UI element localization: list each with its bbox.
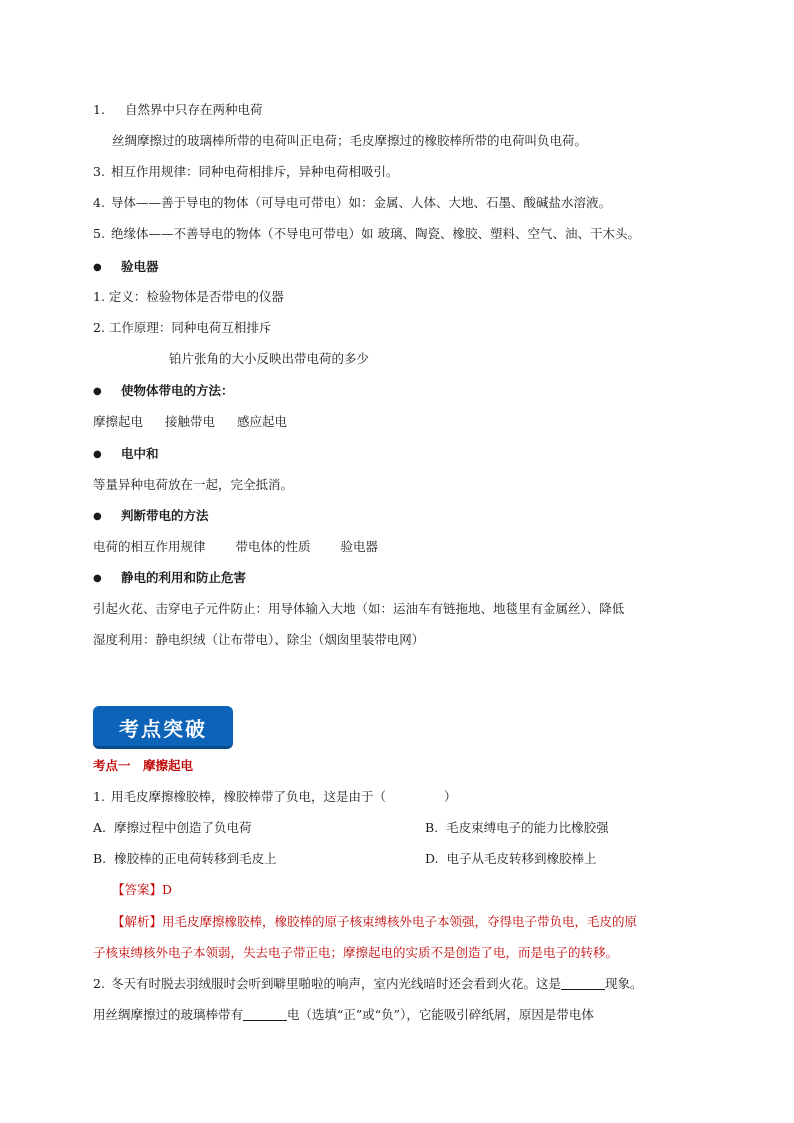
sec1-item2: 丝绸摩擦过的玻璃棒所带的电荷叫正电荷；毛皮摩擦过的橡胶棒所带的电荷叫负电荷。 — [112, 133, 588, 148]
q1-analysis-line-2: 子核束缚核外电子本领弱，失去电子带正电；摩擦起电的实质不是创造了电，而是电子的转移。 — [93, 945, 619, 960]
bullet-heading-neutralization: ● 电中和 — [93, 445, 734, 464]
q1-answer: 【答案】D — [112, 882, 173, 897]
bullet-heading-charging-methods: ● 使物体带电的方法： — [93, 382, 734, 401]
item-text: 导体——善于导电的物体（可导电可带电）如：金属、人体、大地、石墨、酸碱盐水溶液。 — [110, 195, 611, 210]
detection-methods: 电荷的相互作用规律 带电体的性质 验电器 — [93, 539, 379, 554]
bullet-heading-static: ● 静电的利用和防止危害 — [93, 569, 734, 588]
neutralization-text: 等量异种电荷放在一起，完全抵消。 — [93, 477, 294, 492]
question-1: 1. 用毛皮摩擦橡胶棒，橡胶棒带了负电，这是由于（ ） — [93, 789, 457, 804]
option-c: B. 橡胶棒的正电荷转移到毛皮上 — [93, 851, 277, 866]
section-banner — [93, 706, 233, 749]
static-line-1: 引起火花、击穿电子元件防止：用导体输入大地（如：运油车有链拖地、地毯里有金属丝）、降低 — [93, 601, 625, 616]
q1-options-row1 — [93, 819, 734, 837]
kp1-title: 考点一 摩擦起电 — [93, 758, 194, 773]
static-line-2: 湿度利用：静电织绒（让布带电）、除尘（烟囱里装带电网） — [93, 632, 425, 647]
item-number: 4. — [93, 195, 105, 210]
sec1-item1 — [93, 101, 734, 119]
bullet-dot-icon: ● — [93, 449, 102, 460]
answer-blank[interactable] — [561, 976, 605, 990]
electroscope-definition: 1. 定义：检验物体是否带电的仪器 — [93, 289, 284, 304]
option-b: B. 毛皮束缚电子的能力比橡胶强 — [425, 820, 609, 835]
question-2-line-2: 用丝绸摩擦过的玻璃棒带有 电（选填“正”或“负”），它能吸引碎纸屑，原因是带电体 — [93, 1007, 594, 1022]
item-number: 5. — [93, 226, 105, 241]
option-a: A. 摩擦过程中创造了负电荷 — [93, 820, 252, 835]
electroscope-note: 铂片张角的大小反映出带电荷的多少 — [169, 351, 370, 366]
item-text: 相互作用规律：同种电荷相排斥，异种电荷相吸引。 — [110, 164, 399, 179]
bullet-heading-detection: ● 判断带电的方法 — [93, 507, 734, 526]
bullet-dot-icon: ● — [93, 573, 102, 584]
sec1-item5 — [93, 225, 734, 243]
bullet-dot-icon: ● — [93, 511, 102, 522]
q1-analysis-line-1: 【解析】用毛皮摩擦橡胶棒，橡胶棒的原子核束缚核外电子本领强，夺得电子带负电，毛皮的原 — [112, 914, 638, 929]
item-number: 1. — [93, 102, 105, 117]
item-number: 3. — [93, 164, 105, 179]
question-2: 2. 冬天有时脱去羽绒服时会听到噼里啪啦的响声，室内光线暗时还会看到火花。这是 现象。 — [93, 976, 643, 991]
q1-options-row2 — [93, 850, 734, 868]
banner-title: 考点突破 — [119, 717, 207, 741]
sec1-item4 — [93, 194, 734, 212]
bullet-heading-electroscope: ● 验电器 — [93, 258, 734, 277]
bullet-dot-icon: ● — [93, 262, 102, 273]
electroscope-principle: 2. 工作原理：同种电荷互相排斥 — [93, 320, 272, 335]
item-text: 自然界中只存在两种电荷 — [125, 102, 263, 117]
answer-blank[interactable] — [243, 1007, 287, 1021]
charging-methods: 摩擦起电 接触带电 感应起电 — [93, 414, 288, 429]
item-text: 绝缘体——不善导电的物体（不导电可带电）如 玻璃、陶瓷、橡胶、塑料、空气、油、干木头。 — [110, 226, 640, 241]
option-d: D. 电子从毛皮转移到橡胶棒上 — [425, 851, 597, 866]
sec1-item3 — [93, 163, 734, 181]
bullet-dot-icon: ● — [93, 386, 102, 397]
